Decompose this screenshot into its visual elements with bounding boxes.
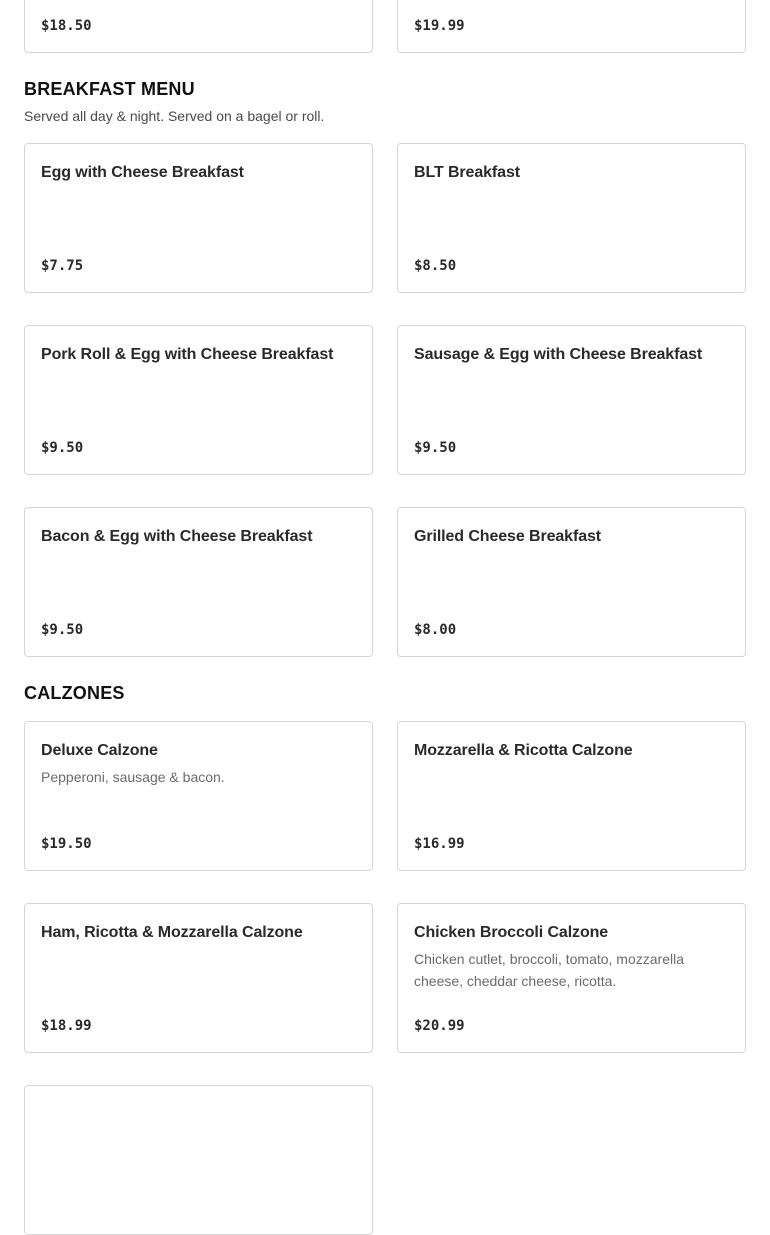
menu-item-card[interactable] xyxy=(397,721,746,871)
section-title-breakfast: BREAKFAST MENU xyxy=(24,79,195,99)
menu-item-card[interactable] xyxy=(397,903,746,1053)
menu-item-card[interactable] xyxy=(397,325,746,475)
item-price: $20.99 xyxy=(414,1018,465,1034)
item-price: $19.99 xyxy=(414,18,465,34)
item-description: Chicken cutlet, broccoli, tomato, mozzarella cheese, cheddar cheese, ricotta. xyxy=(414,951,684,989)
menu-item-card[interactable] xyxy=(24,325,373,475)
item-price: $16.99 xyxy=(414,836,465,852)
item-price: $19.50 xyxy=(41,836,92,852)
menu-item-card[interactable] xyxy=(397,507,746,657)
item-name: Egg with Cheese Breakfast xyxy=(41,164,244,181)
item-name: Deluxe Calzone xyxy=(41,742,158,759)
item-price: $18.99 xyxy=(41,1018,92,1034)
menu-item-card[interactable] xyxy=(24,903,373,1053)
item-price: $9.50 xyxy=(414,440,457,456)
item-name: Grilled Cheese Breakfast xyxy=(414,528,602,545)
section-title-calzones: CALZONES xyxy=(24,683,125,703)
menu-item-card[interactable] xyxy=(24,1085,373,1235)
item-name: Mozzarella & Ricotta Calzone xyxy=(414,742,633,759)
item-price: $9.50 xyxy=(41,440,84,456)
item-name: Ham, Ricotta & Mozzarella Calzone xyxy=(41,924,303,941)
item-name: Chicken Broccoli Calzone xyxy=(414,924,609,941)
item-price: $8.00 xyxy=(414,622,457,638)
item-name: Bacon & Egg with Cheese Breakfast xyxy=(41,528,313,545)
item-name: BLT Breakfast xyxy=(414,164,520,181)
menu-item-card[interactable] xyxy=(397,0,746,53)
item-price: $9.50 xyxy=(41,622,84,638)
item-price: $8.50 xyxy=(414,258,457,274)
menu-item-card[interactable] xyxy=(24,0,373,53)
menu-item-card[interactable] xyxy=(24,721,373,871)
menu-item-card[interactable] xyxy=(24,143,373,293)
menu-item-card[interactable] xyxy=(397,143,746,293)
item-description: Pepperoni, sausage & bacon. xyxy=(41,769,225,785)
item-name: Sausage & Egg with Cheese Breakfast xyxy=(414,346,703,363)
item-price: $18.50 xyxy=(41,18,92,34)
menu-item-card[interactable] xyxy=(24,507,373,657)
section-subtitle-breakfast: Served all day & night. Served on a bagel or roll. xyxy=(24,108,325,124)
item-price: $7.75 xyxy=(41,258,84,274)
item-name: Pork Roll & Egg with Cheese Breakfast xyxy=(41,346,334,363)
